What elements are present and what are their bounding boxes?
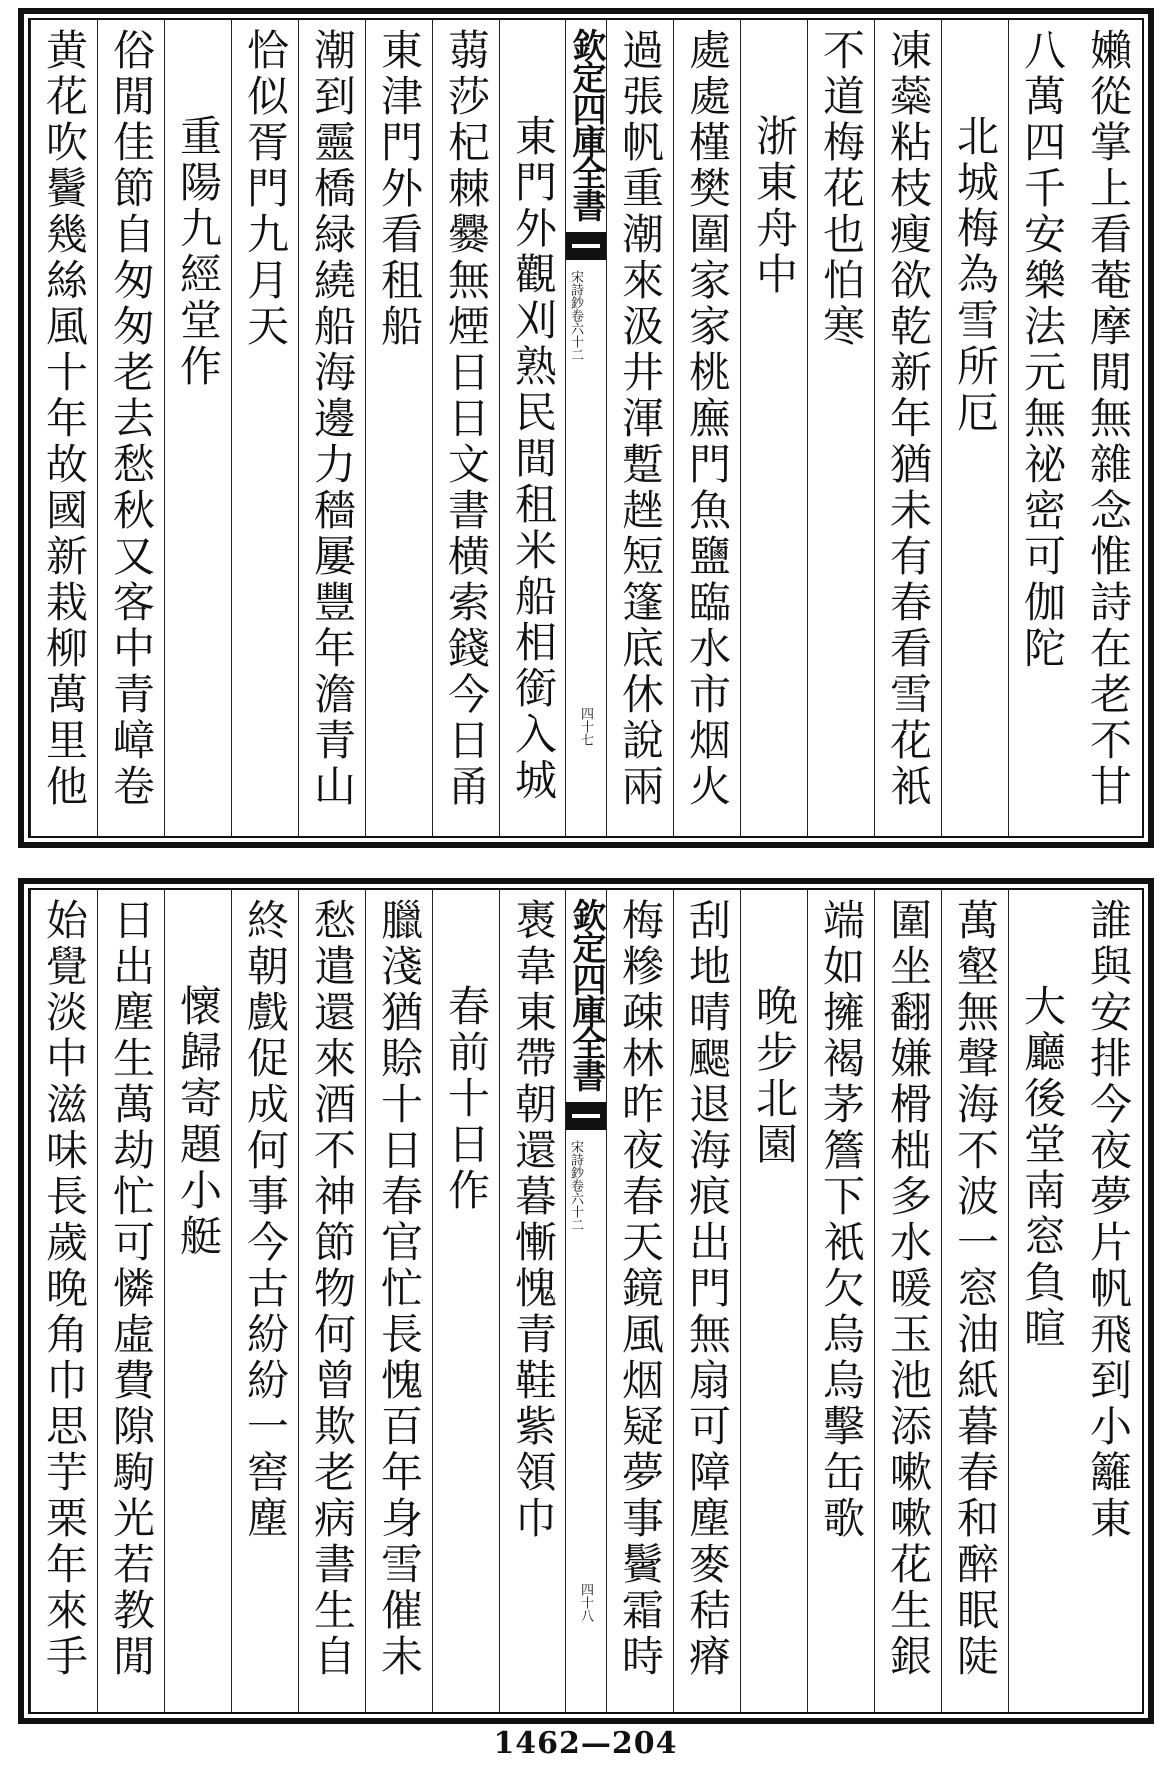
text-column (606, 890, 673, 1712)
page-number: 四十八 (578, 1583, 593, 1622)
text-column (365, 20, 432, 836)
column-text: 梅糝疎林昨夜春天鏡風烟疑夢事鬢霜時 (616, 898, 665, 1680)
column-text: 蒻莎杞棘爨無煙日日文書横索錢今日甬 (442, 28, 491, 810)
text-column (298, 890, 365, 1712)
text-column (231, 20, 298, 836)
page-code: 1462—204 (493, 1726, 678, 1761)
text-column (298, 20, 365, 836)
text-column (365, 890, 432, 1712)
column-text: 處處槿樊圍家家桃廡門魚鹽臨水市烟火 (683, 28, 732, 810)
column-text: 黄花吹鬢幾絲風十年故國新栽柳萬里他 (40, 28, 89, 810)
column-text: 凍蘂粘枝瘦欲乾新年猶未有春看雪花衹 (884, 28, 933, 810)
text-column (97, 20, 164, 836)
column-text: 刮地晴颸退海痕出門無扇可障塵麥秸瘠 (683, 898, 732, 1680)
book-spine (565, 20, 606, 836)
column-text: 過張帆重潮來汲井渾蹔趖短篷底休說兩 (616, 28, 665, 810)
text-column (164, 20, 231, 836)
column-text: 潮到靈橋緑繞船海邊力穡屢豐年澹青山 (308, 28, 357, 810)
poem-title: 浙東舟中 (750, 114, 799, 298)
text-column (673, 20, 740, 836)
column-text: 嬾從掌上看菴摩閒無雜念惟詩在老不甘 (1084, 28, 1133, 810)
library-title: 欽定四庫全書 (566, 898, 606, 1090)
bottom-page-frame (28, 888, 1144, 1714)
column-text: 始覺淡中滋味長歲晚角巾思芋栗年來手 (40, 898, 89, 1680)
book-title: 宋詩鈔 (568, 1140, 583, 1179)
column-text: 終朝戲促成何事今古紛紛一窖塵 (241, 898, 290, 1542)
poem-title: 春前十日作 (442, 984, 491, 1214)
column-text: 不道梅花也怕寒 (817, 28, 866, 350)
text-column (30, 20, 97, 836)
text-column (606, 20, 673, 836)
text-column (673, 890, 740, 1712)
poem-title: 懷歸寄題小艇 (174, 984, 223, 1260)
poem-title: 北城梅為雪所厄 (951, 114, 1000, 436)
column-text: 萬壑無聲海不波一窓油紙暮春和醉眠陡 (951, 898, 1000, 1680)
column-text: 褭韋東帶朝還暮慚愧青鞋紫領巾 (509, 898, 558, 1542)
text-column (1008, 890, 1075, 1712)
text-column (1075, 20, 1142, 836)
column-text: 臘淺猶賒十日春官忙長愧百年身雪催未 (375, 898, 424, 1680)
column-text: 誰與安排今夜夢片帆飛到小籬東 (1084, 898, 1133, 1542)
text-column (97, 890, 164, 1712)
column-text: 圍坐翻嫌榾柮多水暖玉池添嗽嗽花生銀 (884, 898, 933, 1680)
bottom-page-panel (18, 878, 1154, 1724)
column-text: 東津門外看租船 (375, 28, 424, 350)
column-text: 恰似胥門九月天 (241, 28, 290, 350)
volume-label: 卷六十二 (568, 309, 583, 361)
poem-title: 大廳後堂南窓負暄 (1018, 984, 1067, 1352)
poem-title: 重陽九經堂作 (174, 114, 223, 390)
text-column (499, 890, 566, 1712)
top-page-panel (18, 8, 1154, 848)
fish-tail-mark (566, 1102, 606, 1130)
column-text: 八萬四千安樂法元無祕密可伽陀 (1018, 28, 1067, 672)
text-column (1075, 890, 1142, 1712)
column-text: 愁遣還來酒不神節物何曾欺老病書生自 (308, 898, 357, 1680)
text-column (941, 20, 1008, 836)
volume-label: 卷六十二 (568, 1179, 583, 1231)
library-title: 欽定四庫全書 (566, 28, 606, 220)
page-number: 四十七 (578, 707, 593, 746)
text-column (874, 890, 941, 1712)
spine-subtitle (566, 1140, 606, 1231)
text-column (807, 890, 874, 1712)
column-text: 俗閒佳節自匆匆老去愁秋又客中青嶂卷 (107, 28, 156, 810)
column-text: 端如擁褐茅簷下衹欠烏烏擊缶歌 (817, 898, 866, 1542)
text-column (740, 890, 807, 1712)
text-column (231, 890, 298, 1712)
text-column (30, 890, 97, 1712)
text-column (499, 20, 566, 836)
poem-title: 晚步北園 (750, 984, 799, 1168)
spine-subtitle (566, 270, 606, 361)
column-text: 日出塵生萬劫忙可憐虛費隙駒光若教閒 (107, 898, 156, 1680)
book-title: 宋詩鈔 (568, 270, 583, 309)
text-column (1008, 20, 1075, 836)
top-page-frame (28, 18, 1144, 838)
book-spine (565, 890, 606, 1712)
text-column (874, 20, 941, 836)
text-column (807, 20, 874, 836)
text-column (941, 890, 1008, 1712)
fish-tail-mark (566, 232, 606, 260)
text-column (432, 20, 499, 836)
poem-title: 東門外觀刈熟民間租米船相銜入城 (509, 114, 558, 804)
text-column (432, 890, 499, 1712)
text-column (740, 20, 807, 836)
text-column (164, 890, 231, 1712)
